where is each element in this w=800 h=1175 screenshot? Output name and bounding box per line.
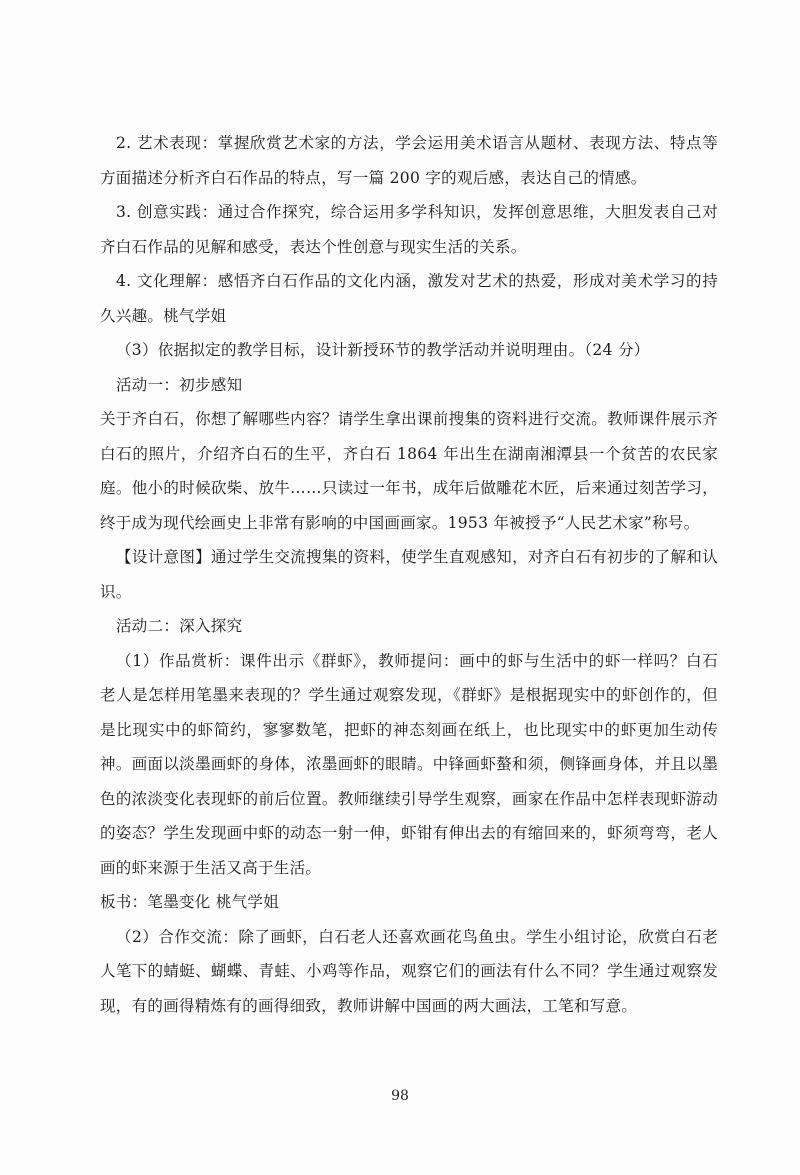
- page-number: 98: [391, 1088, 409, 1104]
- artwork-analysis: （1）作品赏析：课件出示《群虾》，教师提问：画中的虾与生活中的虾一样吗？白石老人是怎样用笔墨来表现的？学生通过观察发现，《群虾》是根据现实中的虾创作的，但是比现实中的虾简约，寥寥数笔，把虾的神态刻画在纸上，也比现实中的虾更加生动传神。画面以淡墨画虾的身体，浓墨画虾的眼睛。中锋画虾螯和须，侧锋画身体，并且以墨色的浓淡变化表现虾的前后位置。教师继续引导学生观察，画家在作品中怎样表现虾游动的姿态？学生发现画中虾的动态一射一伸，虾钳有伸出去的有缩回来的，虾须弯弯，老人画的虾来源于生活又高于生活。: [100, 651, 718, 877]
- activity-one-text: 关于齐白石，你想了解哪些内容？请学生拿出课前搜集的资料进行交流。教师课件展示齐白石的照片，介绍齐白石的生平，齐白石 1864 年出生在湖南湘潭县一个贫苦的农民家庭。他小的时候砍柴、放牛……只读过一年书，成年后做雕花木匠，后来通过刻苦学习，终于成为现代绘画史上非常有影响的中国画画家。1953 年被授予“人民艺术家”称号。: [100, 410, 718, 532]
- cooperative-exchange: （2）合作交流：除了画虾，白石老人还喜欢画花鸟鱼虫。学生小组讨论，欣赏白石老人笔下的蜻蜓、蝴蝶、青蛙、小鸡等作品，观察它们的画法有什么不同？学生通过观察发现，有的画得精炼有的画得细致，教师讲解中国画的两大画法，工笔和写意。: [100, 927, 718, 1015]
- objective-cultural-understanding: 4. 文化理解：感悟齐白石作品的文化内涵，激发对艺术的热爱，形成对美术学习的持久兴趣。桃气学姐: [100, 272, 718, 325]
- objective-art-expression: 2. 艺术表现：掌握欣赏艺术家的方法，学会运用美术语言从题材、表现方法、特点等方面描述分析齐白石作品的特点，写一篇 200 字的观后感，表达自己的情感。: [100, 134, 718, 187]
- objective-creative-practice: 3. 创意实践：通过合作探究，综合运用多学科知识，发挥创意思维，大胆发表自己对齐白石作品的见解和感受，表达个性创意与现实生活的关系。: [100, 203, 718, 256]
- design-intent: 【设计意图】通过学生交流搜集的资料，使学生直观感知，对齐白石有初步的了解和认识。: [100, 548, 718, 601]
- body-text: [100, 126, 718, 1023]
- blackboard-note: 板书：笔墨变化 桃气学姐: [100, 893, 280, 911]
- activity-two-heading: 活动二：深入探究: [116, 617, 243, 635]
- question-3: （3）依据拟定的教学目标，设计新授环节的教学活动并说明理由。（24 分）: [116, 341, 650, 359]
- activity-one-heading: 活动一：初步感知: [116, 375, 243, 394]
